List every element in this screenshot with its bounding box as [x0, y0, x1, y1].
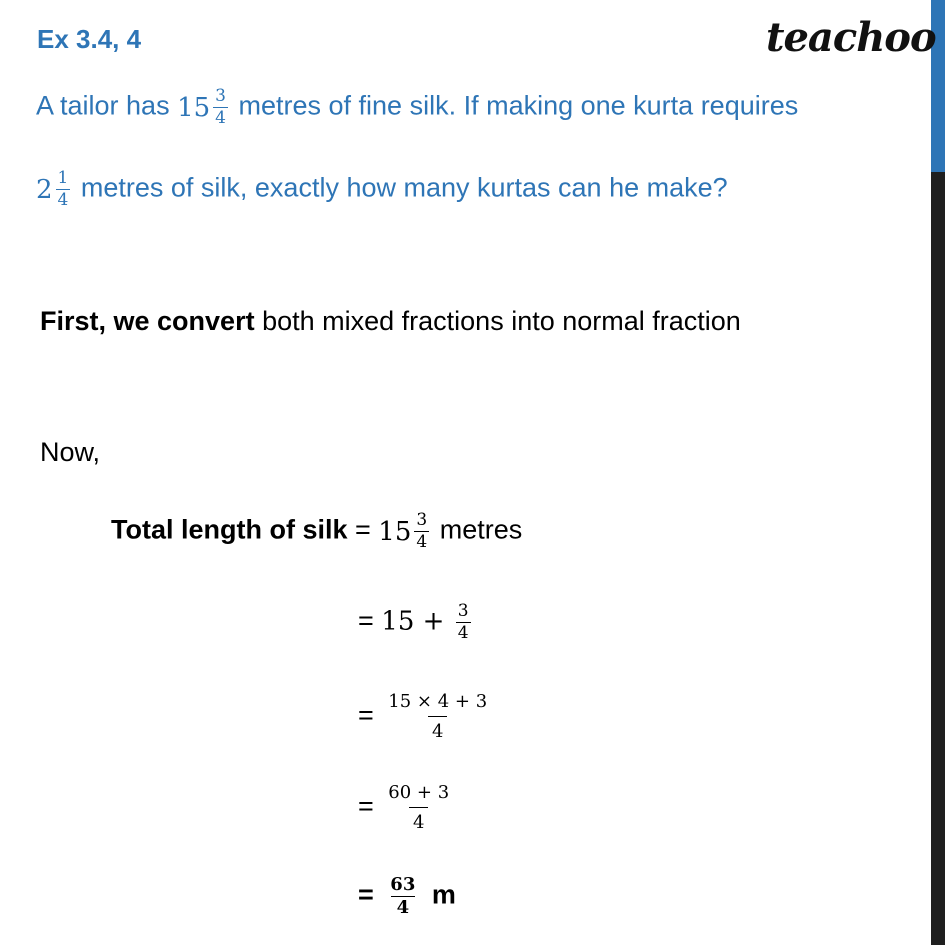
unit-text: metres: [432, 514, 523, 545]
question-text-end: metres of fine silk. If making one kurta requires: [231, 90, 799, 121]
intro-statement: [40, 306, 741, 337]
denominator: 4: [428, 716, 447, 741]
whole-part: 15: [177, 92, 211, 123]
numerator: 3: [457, 601, 469, 621]
whole-part: 2: [36, 174, 53, 205]
equals-sign: =: [358, 605, 374, 636]
denominator: 4: [457, 623, 469, 643]
total-length-line: [111, 512, 522, 551]
total-length-label: Total length of silk: [111, 514, 348, 545]
numerator: 60 + 3: [388, 782, 450, 803]
numerator: 63: [390, 874, 416, 895]
whole-plus: 15 +: [381, 606, 453, 637]
mixed-fraction-2-1-4: [36, 170, 73, 209]
step-4-result: [358, 876, 456, 917]
exercise-title: Ex 3.4, 4: [37, 24, 142, 54]
question-text-continued: metres of silk, exactly how many kurtas can he make?: [73, 172, 728, 203]
numerator: 3: [215, 86, 226, 106]
equals-sign: =: [347, 514, 379, 545]
denominator: 4: [416, 532, 428, 552]
step-3: [358, 784, 456, 832]
equals-sign: =: [358, 700, 374, 731]
denominator: 4: [409, 807, 428, 832]
question-text-start: A tailor has: [36, 90, 178, 121]
step-1: [358, 603, 474, 642]
unit-text: m: [424, 879, 456, 910]
denominator: 4: [391, 896, 416, 917]
numerator: 15 × 4 + 3: [388, 691, 488, 712]
denominator: 4: [215, 108, 226, 128]
intro-rest: both mixed fractions into normal fraction: [254, 306, 741, 336]
numerator: 3: [416, 510, 428, 530]
equals-sign: =: [358, 791, 374, 822]
mixed-fraction-total: [378, 512, 432, 551]
intro-bold: First, we convert: [40, 306, 255, 336]
numerator: 1: [57, 168, 69, 188]
equals-sign: =: [358, 879, 374, 910]
now-label: Now,: [40, 437, 101, 467]
denominator: 4: [57, 190, 69, 210]
question-line-1: [36, 88, 798, 127]
step-2: [358, 693, 494, 741]
question-line-2: [36, 170, 728, 209]
mixed-fraction-15-3-4: [177, 88, 231, 127]
teachoo-logo: teachoo: [766, 14, 936, 61]
whole-part: 15: [378, 516, 412, 547]
